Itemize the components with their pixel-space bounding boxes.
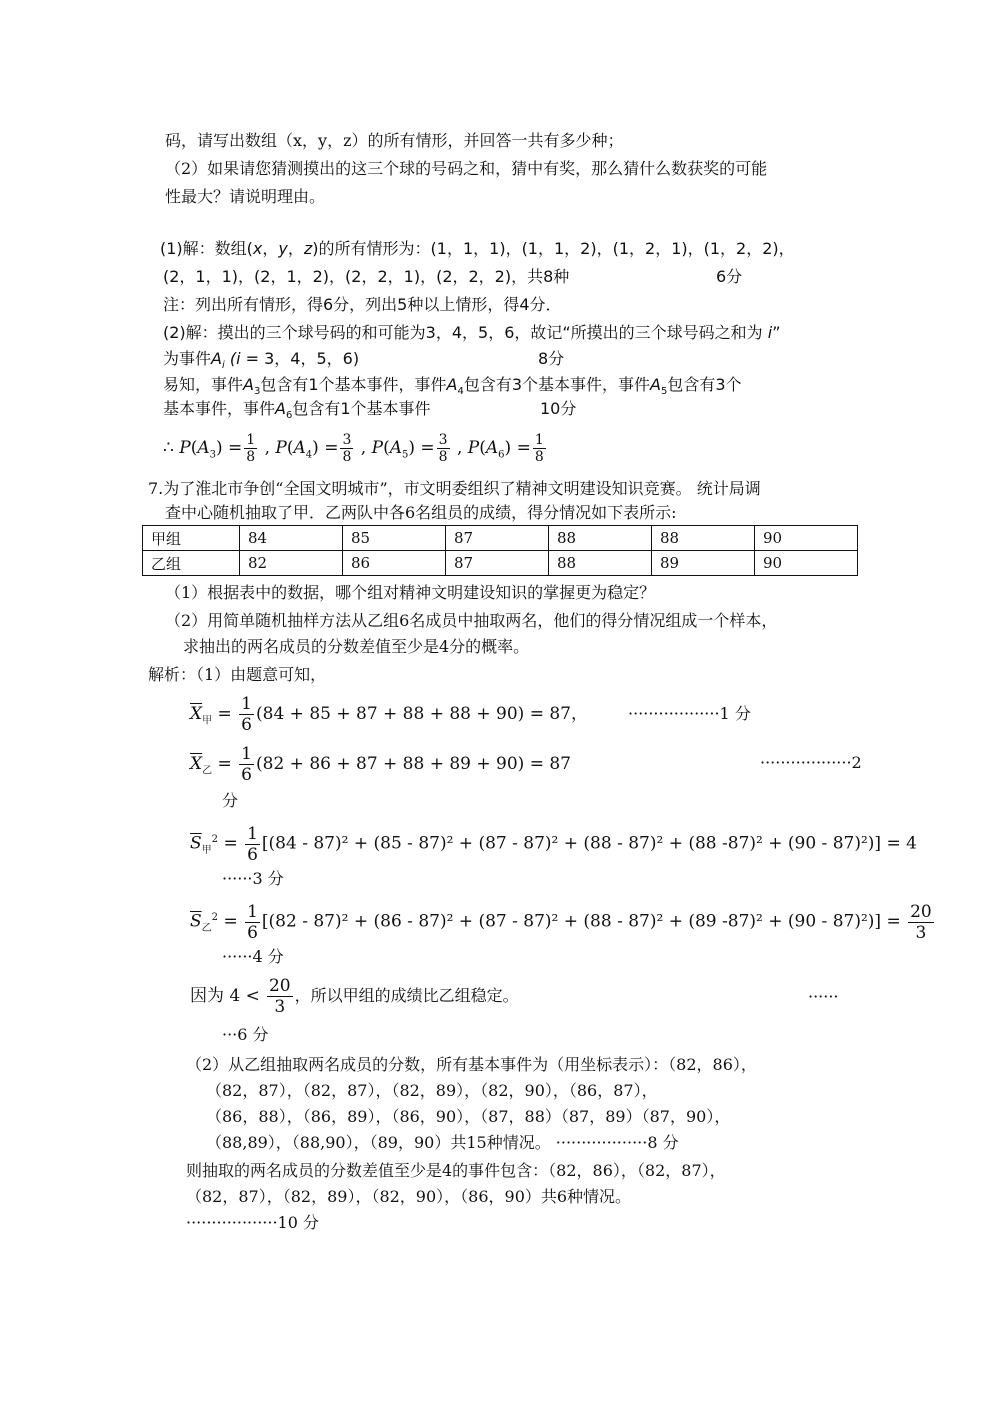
sol6-line-1: (1)解：数组(x，y，z)的所有情形为：(1，1，1)，(1，1，2)，(1，2，1)，(1，2，2)，: [160, 239, 795, 258]
part2-line-1: （2）从乙组抽取两名成员的分数，所有基本事件为（用坐标表示）：（82，86），: [186, 1055, 757, 1074]
part2-line-3: （86，88），（86，89），（86，90），（87，88）（87，89）（87，90），: [206, 1107, 731, 1126]
part2-line-2: （82，87），（82，87），（82，89），（82，90），（86，87），: [206, 1081, 658, 1100]
table-cell: 88: [549, 551, 652, 576]
sol6-line-4: (2)解：摸出的三个球号码的和可能为3，4，5，6，故记“所摸出的三个球号码之和为 i”: [163, 323, 781, 342]
variance-yi-score: ······4 分: [222, 947, 284, 966]
table-cell: 85: [343, 526, 446, 551]
mean-jia-score: ··················1 分: [628, 704, 751, 723]
comparison-line: 因为 4 < $\frac{20}{3}$ ，所以甲组的成绩比乙组稳定。: [190, 976, 519, 1017]
q7-line-2: 查中心随机抽取了甲．乙两队中各6名组员的成绩，得分情况如下表所示:: [165, 503, 677, 522]
sol6-line-2: (2，1，1)，(2，1，2)，(2，2，1)，(2，2，2)，共8种: [163, 267, 570, 286]
table-cell: 90: [755, 526, 858, 551]
table-cell: 88: [652, 526, 755, 551]
comparison-score: ···6 分: [222, 1025, 269, 1044]
table-cell: 87: [446, 551, 549, 576]
probability-formula: ∴ $P(A_3)$ = $\frac{1}{8}$ , $P(A_4)$ = $\frac{3}{8}$ , $P(A_5)$ = $\frac{3}{8}$ , $P(A_6)$ = $\frac{1}{8}$: [163, 432, 544, 465]
table-cell: 89: [652, 551, 755, 576]
analysis-head: 解析：（1）由题意可知，: [148, 665, 327, 684]
scores-table: [142, 525, 858, 576]
mean-yi-score-tail: 分: [222, 791, 239, 810]
sol6-score-10: 10分: [540, 399, 577, 418]
table-cell: 87: [446, 526, 549, 551]
table-cell: 88: [549, 526, 652, 551]
q7-line-1: 7.为了淮北市争创“全国文明城市”，市文明委组织了精神文明建设知识竞赛。 统计局调: [148, 479, 761, 498]
mean-jia-formula: $\overline{X}_甲$ = $\frac{1}{6}$ (84 + 85 + 87 + 88 + 88 + 90) = 87，: [190, 694, 588, 735]
q7-sub-2b: 求抽出的两名成员的分数差值至少是4分的概率。: [183, 637, 530, 656]
variance-jia-score: ······3 分: [222, 869, 284, 888]
part2-line-6: （82，87），（82，89），（82，90），（86，90）共6种情况。: [186, 1187, 632, 1206]
table-cell-group: 甲组: [143, 526, 240, 551]
part2-line-5: 则抽取的两名成员的分数差值至少是4的事件包含：（82，86），（82，87），: [186, 1161, 726, 1180]
sol6-note: 注：列出所有情形，得6分，列出5种以上情形，得4分．: [163, 295, 562, 314]
sol6-line-5: 为事件$A_i$ (i = 3，4，5，6): [163, 349, 360, 372]
mean-yi-score: ··················2: [760, 753, 862, 772]
table-cell-group: 乙组: [143, 551, 240, 576]
variance-jia-formula: $\overline{S}_甲^2$ = $\frac{1}{6}$ [(84 - 87)² + (85 - 87)² + (87 - 87)² + (88 - 87)² + (88 -87)² + (90 - 87)²)] = 4: [190, 823, 917, 865]
part2-line-4: （88,89），（88,90），（89，90）共15种情况。 ··················8 分: [206, 1133, 679, 1152]
variance-yi-formula: $\overline{S}_乙^2$ = $\frac{1}{6}$ [(82 - 87)² + (86 - 87)² + (87 - 87)² + (88 - 87)² + (89 -87)² + (90 - 87)²)] = $\frac{20}{3}$: [190, 901, 932, 943]
sol6-line-7: 基本事件，事件$A_6$包含有1个基本事件: [163, 399, 431, 422]
intro-line-3: 性最大？请说明理由。: [165, 187, 326, 206]
table-cell: 90: [755, 551, 858, 576]
q7-sub-1: （1）根据表中的数据，哪个组对精神文明建设知识的掌握更为稳定？: [165, 583, 656, 602]
intro-line-1: 码，请写出数组（x，y，z）的所有情形，并回答一共有多少种；: [165, 131, 624, 150]
sol6-score-6: 6分: [716, 267, 743, 286]
table-cell: 82: [240, 551, 343, 576]
table-cell: 84: [240, 526, 343, 551]
mean-yi-formula: $\overline{X}_乙$ = $\frac{1}{6}$ (82 + 86 + 87 + 88 + 89 + 90) = 87: [190, 744, 571, 785]
table-row: [143, 551, 858, 576]
table-cell: 86: [343, 551, 446, 576]
intro-line-2: （2）如果请您猜测摸出的这三个球的号码之和，猜中有奖，那么猜什么数获奖的可能: [165, 159, 768, 178]
q7-sub-2a: （2）用简单随机抽样方法从乙组6名成员中抽取两名，他们的得分情况组成一个样本，: [165, 611, 778, 630]
comparison-dots: ······: [808, 987, 839, 1006]
table-row: [143, 526, 858, 551]
part2-line-7: ··················10 分: [186, 1213, 319, 1232]
sol6-score-8: 8分: [538, 349, 565, 368]
sol6-line-6: 易知，事件$A_3$包含有1个基本事件，事件$A_4$包含有3个基本事件，事件$A_5$包含有3个: [163, 375, 742, 398]
